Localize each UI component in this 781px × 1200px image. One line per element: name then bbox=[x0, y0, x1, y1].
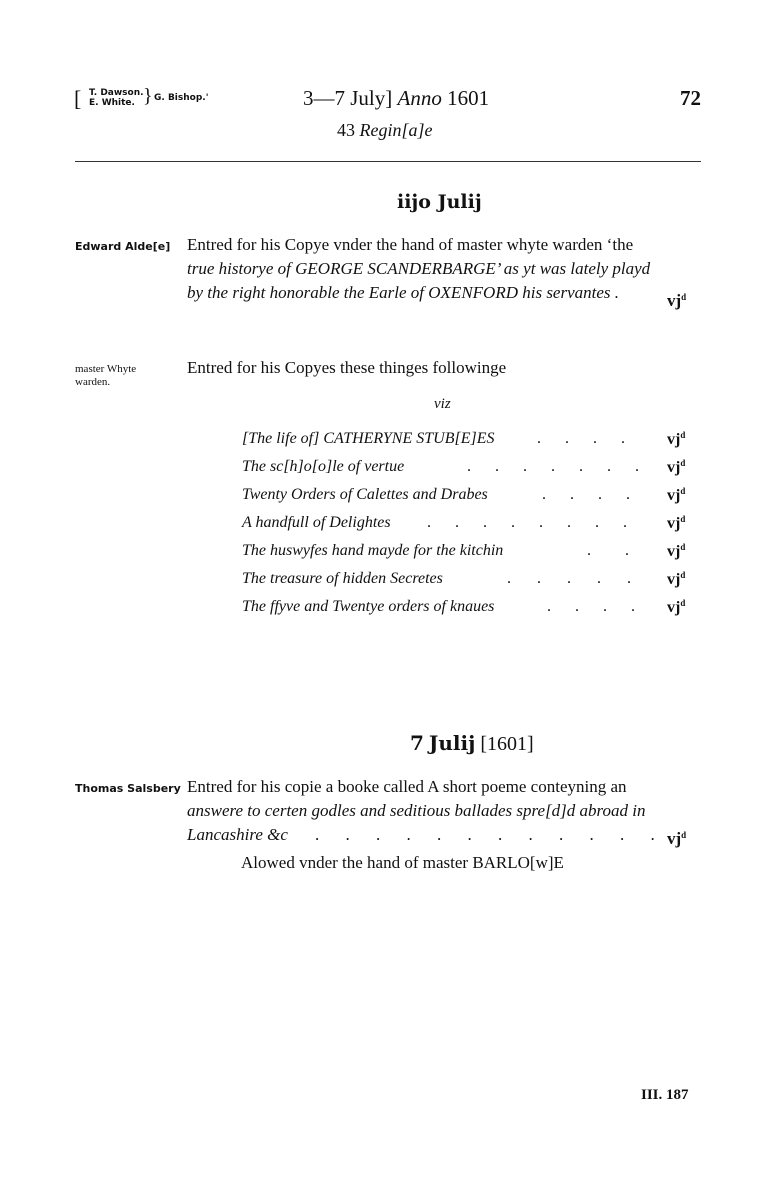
entry1-fee bbox=[667, 285, 686, 313]
header-dawson: T. Dawson. bbox=[89, 88, 144, 98]
section1-heading: iijo Julij bbox=[397, 191, 482, 213]
entry2-margin-line1: master Whyte bbox=[75, 363, 137, 375]
item-title: The treasure of hidden Secretes bbox=[242, 570, 443, 587]
item-fee: $vj^d$ bbox=[667, 458, 686, 476]
running-head bbox=[303, 86, 489, 111]
header-brace: } bbox=[143, 85, 153, 107]
page-number: 72 bbox=[680, 86, 701, 110]
item-fee: $vj^d$ bbox=[667, 486, 686, 504]
section2-heading bbox=[410, 731, 534, 756]
entry1-margin: Edward Alde[e] bbox=[75, 240, 171, 253]
regnal-year bbox=[337, 120, 432, 141]
list-item bbox=[242, 542, 692, 570]
item-dots: . . . . bbox=[537, 430, 625, 447]
item-fee: $vj^d$ bbox=[667, 514, 686, 532]
list-item bbox=[242, 430, 692, 458]
item-title: The ffyve and Twentye orders of knaues bbox=[242, 598, 495, 615]
entry3-fee-sup: d bbox=[681, 830, 687, 840]
running-head-date: 3—7 July] bbox=[303, 86, 393, 110]
entry3-fee bbox=[667, 823, 686, 851]
section2-heading-bl: Julij bbox=[428, 731, 476, 755]
section2-heading-year: [1601] bbox=[480, 733, 534, 755]
list-item bbox=[242, 514, 692, 542]
item-dots: . . . . . . . . bbox=[427, 514, 627, 531]
item-dots: . . . . . . . bbox=[467, 458, 639, 475]
list-item bbox=[242, 570, 692, 598]
list-item bbox=[242, 458, 692, 486]
item-fee: $vj^d$ bbox=[667, 542, 686, 560]
item-title: [The life of] CATHERYNE STUB[E]ES bbox=[242, 430, 495, 447]
entry3-margin: Thomas Salsbery bbox=[75, 782, 181, 795]
item-dots: . . . . . bbox=[507, 570, 631, 587]
entry2-line: Entred for his Copyes these thinges followinge bbox=[187, 358, 507, 377]
header-white: E. White. bbox=[89, 98, 135, 108]
entry3-dots: . . . . . . . . . . . . bbox=[315, 825, 655, 844]
entry3-line2: answere to certen godles and seditious ballades spre[d]d abroad in bbox=[187, 801, 646, 820]
entry3-line1: Entred for his copie a booke called A short poeme conteyning an bbox=[187, 777, 627, 796]
entry2-margin bbox=[75, 363, 136, 389]
entry1-fee-text: vj bbox=[667, 291, 682, 310]
item-title: The sc[h]o[o]le of vertue bbox=[242, 458, 405, 475]
item-dots: . . . . bbox=[542, 486, 630, 503]
entry2-item-list bbox=[242, 430, 692, 626]
item-title: Twenty Orders of Calettes and Drabes bbox=[242, 486, 488, 503]
entry3-fee-text: vj bbox=[667, 829, 682, 848]
entry1-line2: true historye of GEORGE SCANDERBARGE’ as yt was lately playd bbox=[187, 259, 651, 278]
entry3-line3: Lancashire &c bbox=[187, 825, 288, 844]
item-title: A handfull of Delightes bbox=[242, 514, 391, 531]
entry1-line3: by the right honorable the Earle of OXENFORD his servantes . bbox=[187, 283, 620, 302]
entry1-line1: Entred for his Copye vnder the hand of master whyte warden ‘the bbox=[187, 235, 634, 254]
list-item bbox=[242, 598, 692, 626]
header-bishop: G. Bishop.' bbox=[154, 93, 209, 103]
header-bracket: [ bbox=[74, 86, 82, 111]
running-head-year: 1601 bbox=[447, 86, 490, 110]
entry3-allowed: Alowed vnder the hand of master BARLO[w]E bbox=[241, 853, 564, 872]
header-rule bbox=[75, 161, 701, 162]
entry1-fee-sup: d bbox=[681, 292, 687, 302]
running-head-anno: Anno bbox=[397, 86, 442, 110]
list-item bbox=[242, 486, 692, 514]
item-dots: . . . . bbox=[547, 598, 635, 615]
regnal-number: 43 bbox=[337, 120, 355, 140]
entry1-text bbox=[187, 233, 650, 305]
item-fee: $vj^d$ bbox=[667, 570, 686, 588]
item-fee: $vj^d$ bbox=[667, 430, 686, 448]
regnal-text: Regin[a]e bbox=[359, 120, 433, 140]
item-title: The huswyfes hand mayde for the kitchin bbox=[242, 542, 504, 559]
entry2-margin-line2: warden. bbox=[75, 376, 111, 388]
item-dots: . . bbox=[587, 542, 629, 559]
signature-mark: III. 187 bbox=[641, 1087, 689, 1103]
entry2-viz: viz bbox=[434, 396, 451, 412]
section2-heading-num: 7 bbox=[410, 731, 424, 755]
item-fee: $vj^d$ bbox=[667, 598, 686, 616]
